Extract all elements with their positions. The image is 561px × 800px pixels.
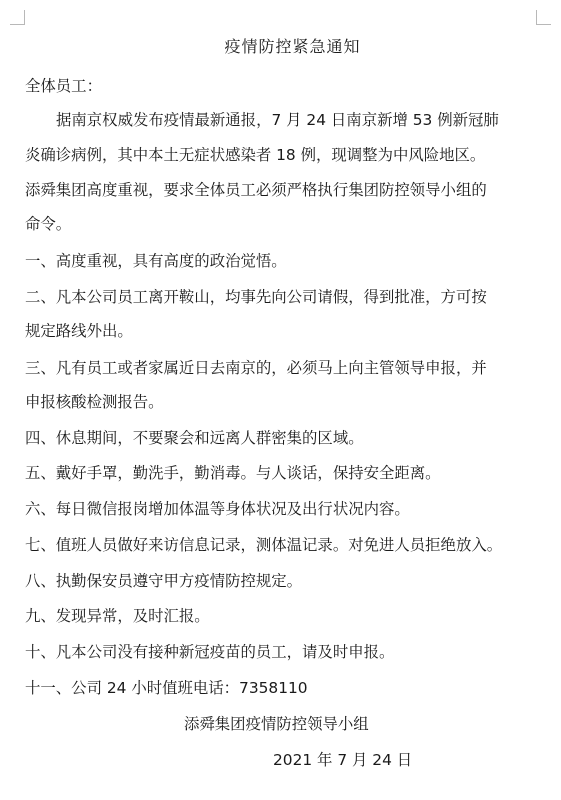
list-item-5: 五、戴好手罩，勤洗手，勤消毒。与人谈话，保持安全距离。: [25, 464, 441, 482]
list-item-2-cont: 规定路线外出。: [25, 322, 133, 340]
document-title: 疫情防控紧急通知: [224, 37, 361, 56]
list-item-8: 八、执勤保安员遵守甲方疫情防控规定。: [25, 572, 303, 590]
greeting: 全体员工：: [25, 77, 102, 95]
list-item-9: 九、发现异常，及时汇报。: [25, 607, 210, 625]
list-item-3-cont: 申报核酸检测报告。: [25, 393, 164, 411]
body-line: 炎确诊病例，其中本土无症状感染者 18 例，现调整为中风险地区。: [25, 146, 486, 164]
list-item-4: 四、休息期间，不要聚会和远离人群密集的区域。: [25, 429, 364, 447]
signature-date: 2021 年 7 月 24 日: [273, 751, 413, 769]
list-item-6: 六、每日微信报岗增加体温等身体状况及出行状况内容。: [25, 500, 410, 518]
list-item-1: 一、高度重视，具有高度的政治觉悟。: [25, 252, 287, 270]
signature-org: 添舜集团疫情防控领导小组: [184, 715, 369, 733]
page-corner-mark: [536, 10, 551, 25]
body-line: 添舜集团高度重视，要求全体员工必须严格执行集团防控领导小组的: [25, 181, 487, 199]
list-item-10: 十、凡本公司没有接种新冠疫苗的员工，请及时申报。: [25, 643, 395, 661]
list-item-2: 二、凡本公司员工离开鞍山，均事先向公司请假，得到批准，方可按: [25, 288, 487, 306]
body-line: 据南京权威发布疫情最新通报，7 月 24 日南京新增 53 例新冠肺: [56, 111, 499, 129]
list-item-7: 七、值班人员做好来访信息记录，测体温记录。对免进人员拒绝放入。: [25, 536, 503, 554]
page-corner-mark: [10, 10, 25, 25]
list-item-11: 十一、公司 24 小时值班电话：7358110: [25, 679, 308, 697]
list-item-3: 三、凡有员工或者家属近日去南京的，必须马上向主管领导申报，并: [25, 359, 487, 377]
body-line: 命令。: [25, 215, 72, 233]
